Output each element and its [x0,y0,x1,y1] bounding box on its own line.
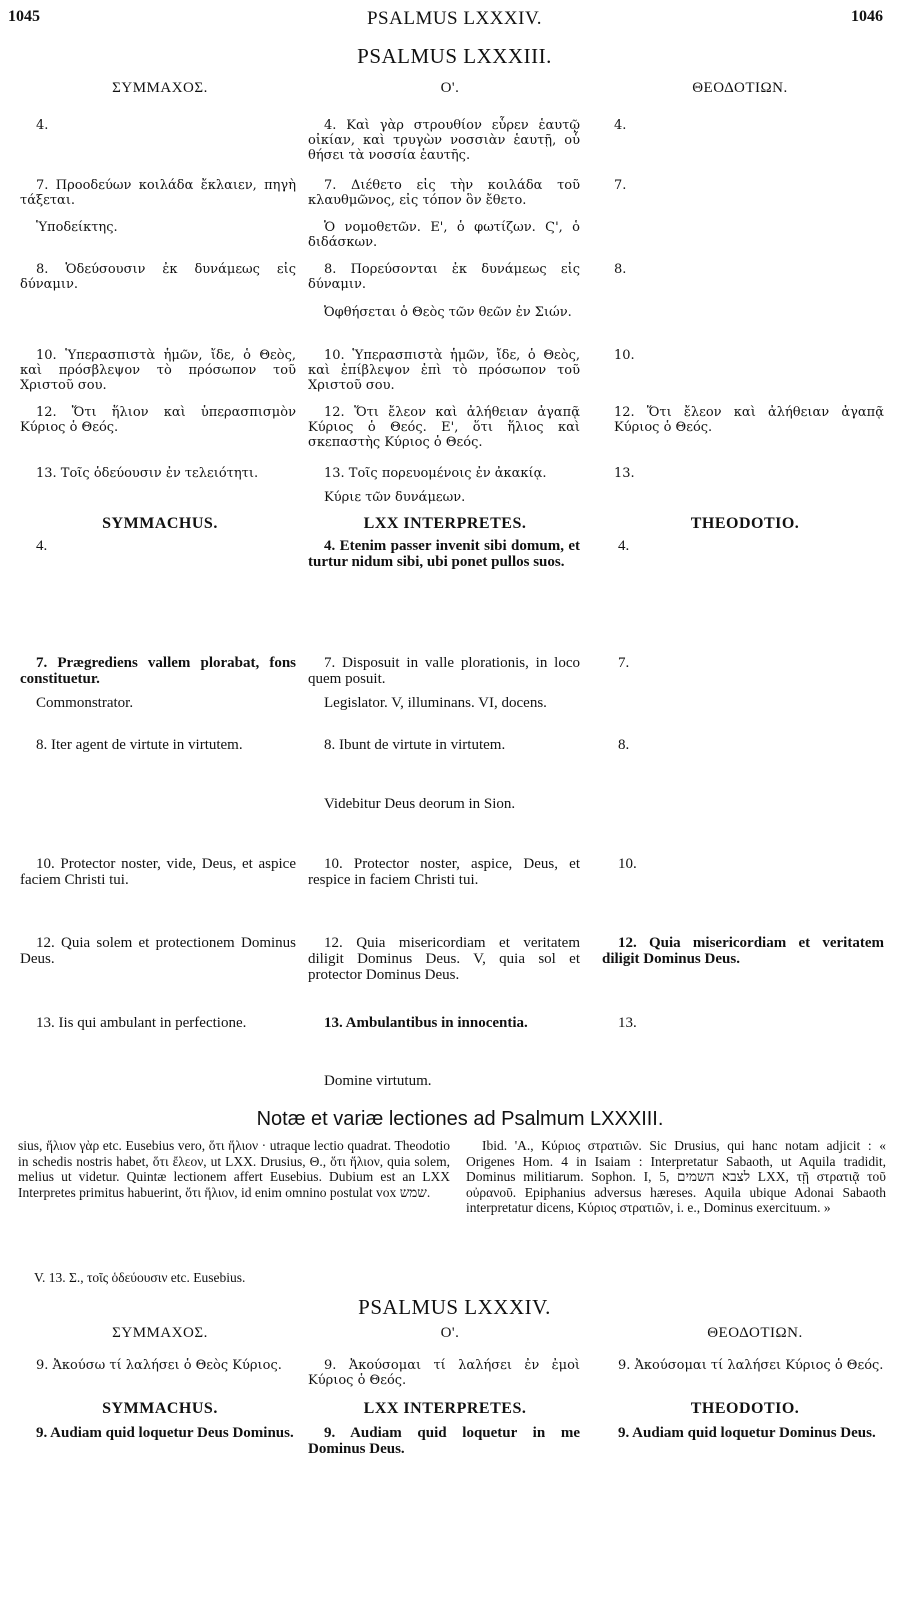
greek-lxx-v12: 12. Ὅτι ἔλεον καὶ ἀλήθειαν ἀγαπᾷ Κύριος ὁ Θεός. Ε', ὅτι ἥλιος καὶ σκεπαστὴς Κύριος ὁ Θεός. [308,405,580,450]
p84-greek-header-symmachus: ΣΥΜΜΑΧΟΣ. [112,1325,208,1341]
psalm84-title: PSALMUS LXXXIV. [358,1295,551,1319]
latin-lxx-legislator: Legislator. V, illuminans. VI, docens. [324,695,547,711]
greek-theodotion-v12: 12. Ὅτι ἔλεον καὶ ἀλήθειαν ἀγαπᾷ Κύριος ὁ Θεός. [614,405,884,435]
p84-latin-lxx-v9: 9. Audiam quid loquetur in me Dominus Deus. [308,1425,580,1457]
p84-greek-lxx-v9: 9. Ἀκούσομαι τί λαλήσει ἐν ἐμοὶ Κύριος ὁ Θεός. [308,1358,580,1388]
greek-lxx-domine: Κύριε τῶν δυνάμεων. [324,490,466,505]
p84-latin-header-theodotion: THEODOTIO. [690,1400,800,1417]
latin-theodotion-v4: 4. [618,538,630,554]
p84-latin-header-lxx: LXX INTERPRETES. [363,1400,527,1417]
p84-greek-theodotion-v9: 9. Ἀκούσομαι τί λαλήσει Κύριος ὁ Θεός. [618,1358,884,1373]
greek-lxx-v13: 13. Τοῖς πορευομένοις ἐν ἀκακίᾳ. [324,466,547,481]
latin-lxx-sion: Videbitur Deus deorum in Sion. [324,796,516,812]
greek-header-theodotion: ΘΕΟΔΟΤΙΩΝ. [692,80,788,96]
greek-symmachus-v10: 10. Ὑπερασπιστὰ ἡμῶν, ἴδε, ὁ Θεὸς, καὶ πρόσβλεψον τὸ πρόσωπον τοῦ Χριστοῦ σου. [20,348,296,393]
p84-greek-header-lxx: Ο'. [440,1325,460,1341]
greek-symmachus-v13: 13. Τοῖς ὁδεύουσιν ἐν τελειότητι. [36,466,259,481]
greek-theodotion-v13: 13. [614,466,635,481]
right-page-number: 1046 [851,8,883,25]
latin-symmachus-v4: 4. [36,538,48,554]
greek-symmachus-v4: 4. [36,118,49,133]
greek-symmachus-v8: 8. Ὁδεύσουσιν ἐκ δυνάμεως εἰς δύναμιν. [20,262,296,292]
greek-lxx-v7: 7. Διέθετο εἰς τὴν κοιλάδα τοῦ κλαυθμῶνος, εἰς τόπον ὃν ἔθετο. [308,178,580,208]
latin-header-symmachus: SYMMACHUS. [102,515,218,532]
notes-right-column: Ibid. 'A., Κύριος στρατιῶν. Sic Drusius, qui hanc notam adjicit : « Origenes Hom. 4 in Isaiam : Interpretatur Sabaoth, ut Aquila tradidit, Dominus militiarum. Sophon. I, 5, לצבא השמים LXX, τῇ στρατιᾷ τοῦ οὐρανοῦ. Epiphanius adversus hæreses. Aquila ubique Adonai Sabaoth interpretatur dicens, Κύριος στρατιῶν, i. e., Dominus exercituum. » [466,1138,886,1215]
p84-latin-header-symmachus: SYMMACHUS. [102,1400,218,1417]
latin-lxx-v10: 10. Protector noster, aspice, Deus, et respice in faciem Christi tui. [308,856,580,888]
latin-lxx-v12: 12. Quia misericordiam et veritatem diligit Dominus Deus. V, quia sol et protector Dominus Deus. [308,935,580,983]
latin-symmachus-v12: 12. Quia solem et protectionem Dominus Deus. [20,935,296,967]
greek-lxx-legislator: Ὁ νομοθετῶν. Ε', ὁ φωτίζων. Ϛ', ὁ διδάσκων. [308,220,580,250]
greek-theodotion-v7: 7. [614,178,627,193]
p84-greek-symmachus-v9: 9. Ἀκούσω τί λαλήσει ὁ Θεὸς Κύριος. [36,1358,282,1373]
latin-theodotion-v13: 13. [618,1015,637,1031]
notes-title: Notæ et variæ lectiones ad Psalmum LXXXIII. [256,1108,664,1130]
notes-left-extra: V. 13. Σ., τοῖς ὁδεύουσιν etc. Eusebius. [34,1270,246,1285]
latin-symmachus-v8: 8. Iter agent de virtute in virtutem. [36,737,243,753]
greek-theodotion-v4: 4. [614,118,627,133]
psalm83-title: PSALMUS LXXXIII. [357,44,552,68]
p84-latin-theodotion-v9: 9. Audiam quid loquetur Dominus Deus. [618,1425,876,1441]
greek-lxx-v8: 8. Πορεύσονται ἐκ δυνάμεως εἰς δύναμιν. [308,262,580,292]
latin-symmachus-v10: 10. Protector noster, vide, Deus, et aspice faciem Christi tui. [20,856,296,888]
p84-greek-header-theodotion: ΘΕΟΔΟΤΙΩΝ. [707,1325,803,1341]
greek-theodotion-v10: 10. [614,348,635,363]
latin-header-lxx: LXX INTERPRETES. [363,515,527,532]
latin-theodotion-v12: 12. Quia misericordiam et veritatem diligit Dominus Deus. [602,935,884,967]
greek-lxx-sion: Ὀφθήσεται ὁ Θεὸς τῶν θεῶν ἐν Σιών. [324,305,572,320]
latin-lxx-v7: 7. Disposuit in valle plorationis, in loco quem posuit. [308,655,580,687]
greek-lxx-v10: 10. Ὑπερασπιστὰ ἡμῶν, ἴδε, ὁ Θεὸς, καὶ ἐπίβλεψον ἐπὶ τὸ πρόσωπον τοῦ Χριστοῦ σου. [308,348,580,393]
latin-lxx-v13: 13. Ambulantibus in innocentia. [324,1015,528,1031]
greek-header-lxx: Ο'. [440,80,460,96]
latin-lxx-domine: Domine virtutum. [324,1073,432,1089]
latin-theodotion-v10: 10. [618,856,637,872]
notes-left-column: sius, ἥλιον γὰρ etc. Eusebius vero, ὅτι ἥλιον · utraque lectio quadrat. Theodotio in schedis nostris habet, ὅτι ἔλεον, ut LXX. Drusius, Θ., ὅτι ἥλιον, quia solem, melius ut videtur. Quintæ lectionem affert Eusebius. Dubium est an LXX Interpretes primitus habuerint, ὅτι ἥλιον, id enim omnino postulat vox שמש. [18,1138,450,1200]
latin-symmachus-commonstrator: Commonstrator. [36,695,134,711]
greek-symmachus-v7: 7. Προοδεύων κοιλάδα ἔκλαιεν, πηγὴ τάξεται. [20,178,296,208]
greek-lxx-v4: 4. Καὶ γὰρ στρουθίον εὗρεν ἑαυτῷ οἰκίαν, καὶ τρυγὼν νοσσιὰν ἑαυτῇ, οὗ θήσει τὰ νοσσία ἑαυτῆς. [308,118,580,163]
latin-header-theodotion: THEODOTIO. [690,515,800,532]
p84-latin-symmachus-v9: 9. Audiam quid loquetur Deus Dominus. [36,1425,294,1441]
greek-symmachus-commonstrator: Ὑποδείκτης. [36,220,118,235]
latin-lxx-v4: 4. Etenim passer invenit sibi domum, et turtur nidum sibi, ubi ponet pullos suos. [308,538,580,570]
latin-symmachus-v13: 13. Iis qui ambulant in perfectione. [36,1015,247,1031]
greek-header-symmachus: ΣΥΜΜΑΧΟΣ. [112,80,208,96]
latin-theodotion-v7: 7. [618,655,630,671]
latin-theodotion-v8: 8. [618,737,630,753]
greek-theodotion-v8: 8. [614,262,627,277]
latin-lxx-v8: 8. Ibunt de virtute in virtutem. [324,737,506,753]
latin-symmachus-v7: 7. Prægrediens vallem plorabat, fons constituetur. [20,655,296,687]
running-head: PSALMUS LXXXIV. [366,8,542,29]
left-page-number: 1045 [8,8,40,25]
greek-symmachus-v12: 12. Ὅτι ἥλιον καὶ ὑπερασπισμὸν Κύριος ὁ Θεός. [20,405,296,435]
